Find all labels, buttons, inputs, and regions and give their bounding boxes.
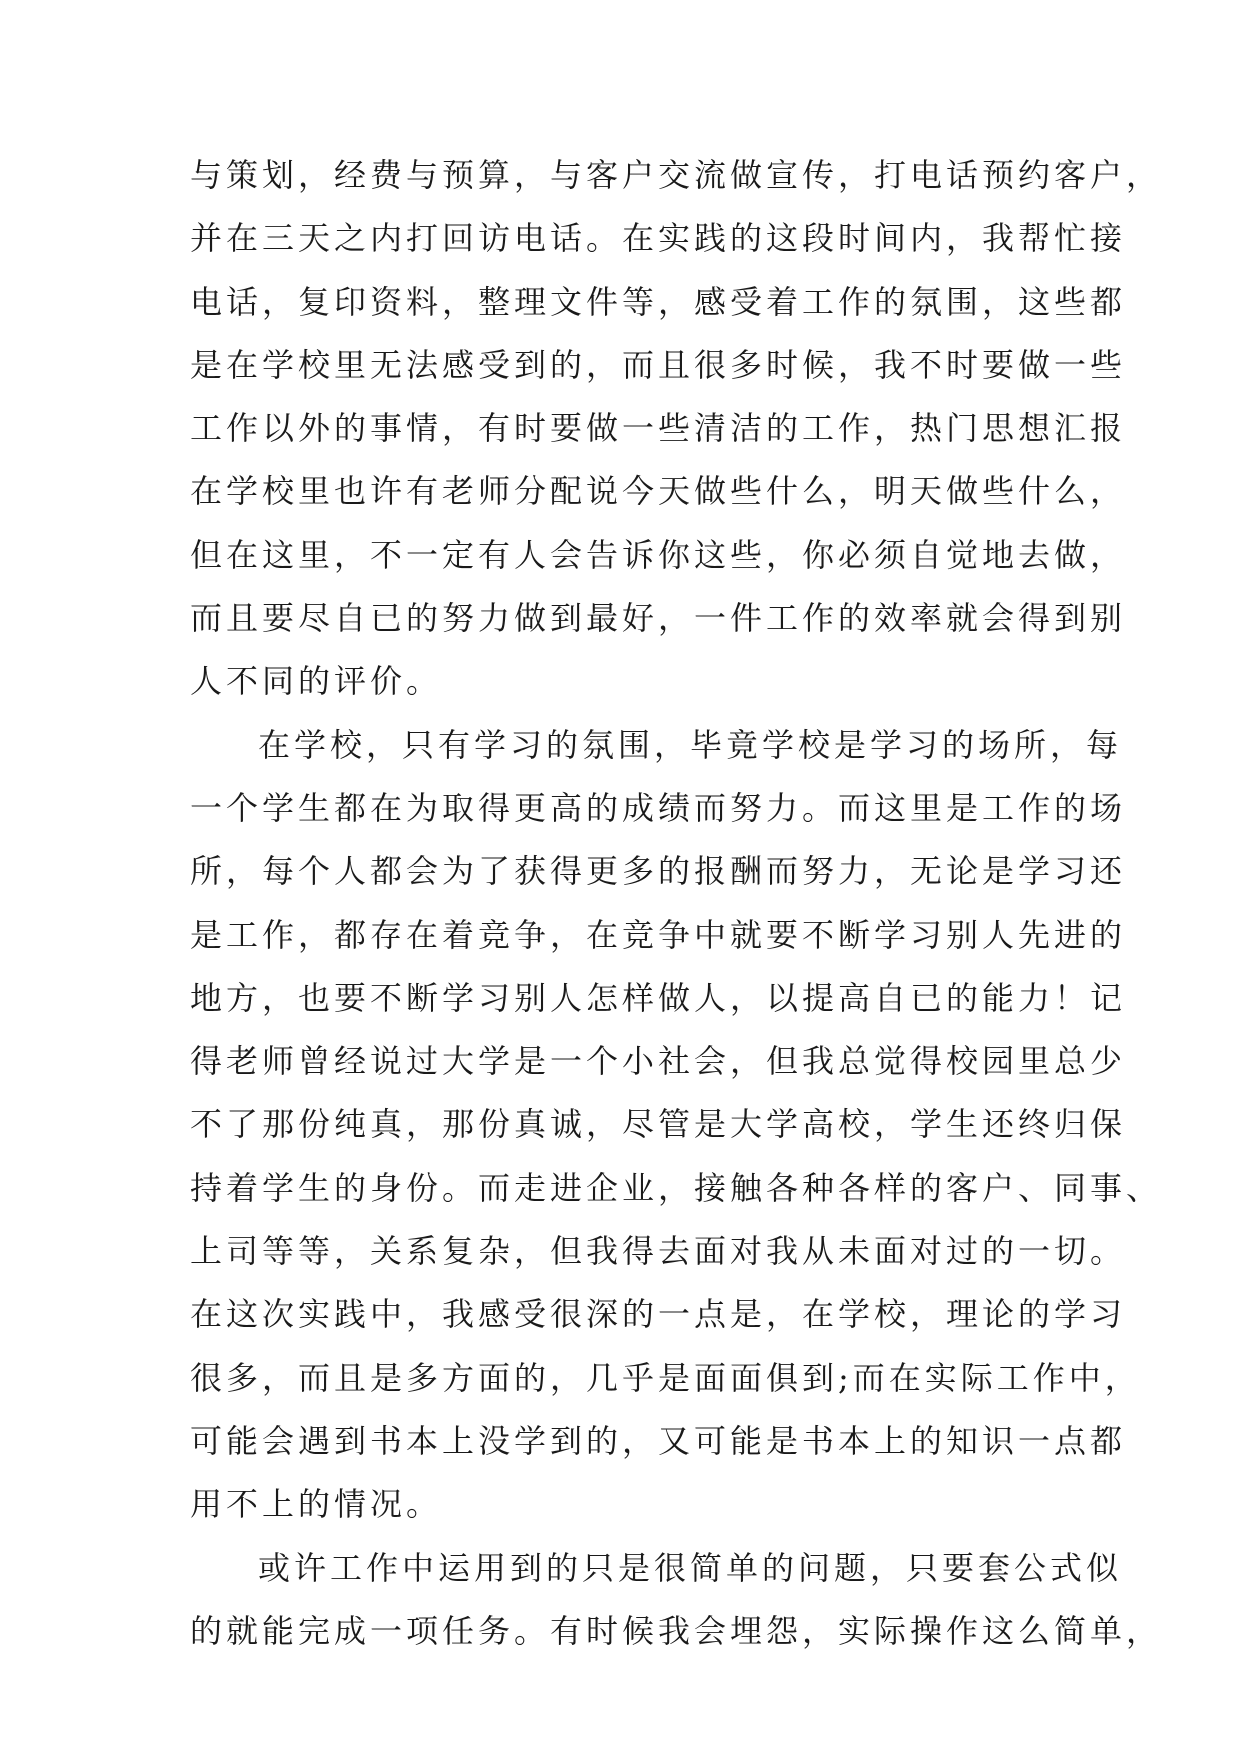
text-line: 得老师曾经说过大学是一个小社会，但我总觉得校园里总少	[190, 1042, 1127, 1081]
text-line: 并在三天之内打回访电话。在实践的这段时间内，我帮忙接	[190, 219, 1127, 258]
text-line: 在学校，只有学习的氛围，毕竟学校是学习的场所，每	[258, 725, 1123, 764]
text-line: 持着学生的身份。而走进企业，接触各种各样的客户、同事、	[190, 1168, 1163, 1207]
paragraph	[190, 1537, 1163, 1664]
document-body	[190, 144, 1163, 1663]
text-line: 或许工作中运用到的只是很简单的问题，只要套公式似	[258, 1548, 1123, 1587]
text-line: 上司等等，关系复杂，但我得去面对我从未面对过的一切。	[190, 1232, 1127, 1271]
text-line: 在这次实践中，我感受很深的一点是，在学校，理论的学习	[190, 1295, 1127, 1334]
text-line: 的就能完成一项任务。有时候我会埋怨，实际操作这么简单，	[190, 1611, 1163, 1650]
text-line: 人不同的评价。	[190, 662, 443, 701]
text-line: 所，每个人都会为了获得更多的报酬而努力，无论是学习还	[190, 852, 1127, 891]
paragraph	[190, 144, 1163, 714]
text-line: 一个学生都在为取得更高的成绩而努力。而这里是工作的场	[190, 788, 1127, 827]
text-line: 是在学校里无法感受到的，而且很多时候，我不时要做一些	[190, 345, 1127, 384]
text-line: 在学校里也许有老师分配说今天做些什么，明天做些什么，	[190, 472, 1127, 511]
text-line: 电话，复印资料，整理文件等，感受着工作的氛围，这些都	[190, 282, 1127, 321]
text-line: 很多，而且是多方面的，几乎是面面俱到;而在实际工作中，	[190, 1358, 1141, 1397]
text-line: 而且要尽自已的努力做到最好，一件工作的效率就会得到别	[190, 599, 1127, 638]
text-line: 地方，也要不断学习别人怎样做人，以提高自已的能力！记	[190, 978, 1127, 1017]
text-line: 是工作，都存在着竞争，在竞争中就要不断学习别人先进的	[190, 915, 1127, 954]
text-line: 不了那份纯真，那份真诚，尽管是大学高校，学生还终归保	[190, 1105, 1127, 1144]
text-line: 可能会遇到书本上没学到的，又可能是书本上的知识一点都	[190, 1421, 1127, 1460]
text-line: 与策划，经费与预算，与客户交流做宣传，打电话预约客户，	[190, 156, 1163, 194]
paragraph	[190, 714, 1163, 1537]
text-line: 但在这里，不一定有人会告诉你这些，你必须自觉地去做，	[190, 535, 1127, 574]
text-line: 工作以外的事情，有时要做一些清洁的工作，热门思想汇报	[190, 409, 1127, 448]
text-line: 用不上的情况。	[190, 1485, 443, 1524]
